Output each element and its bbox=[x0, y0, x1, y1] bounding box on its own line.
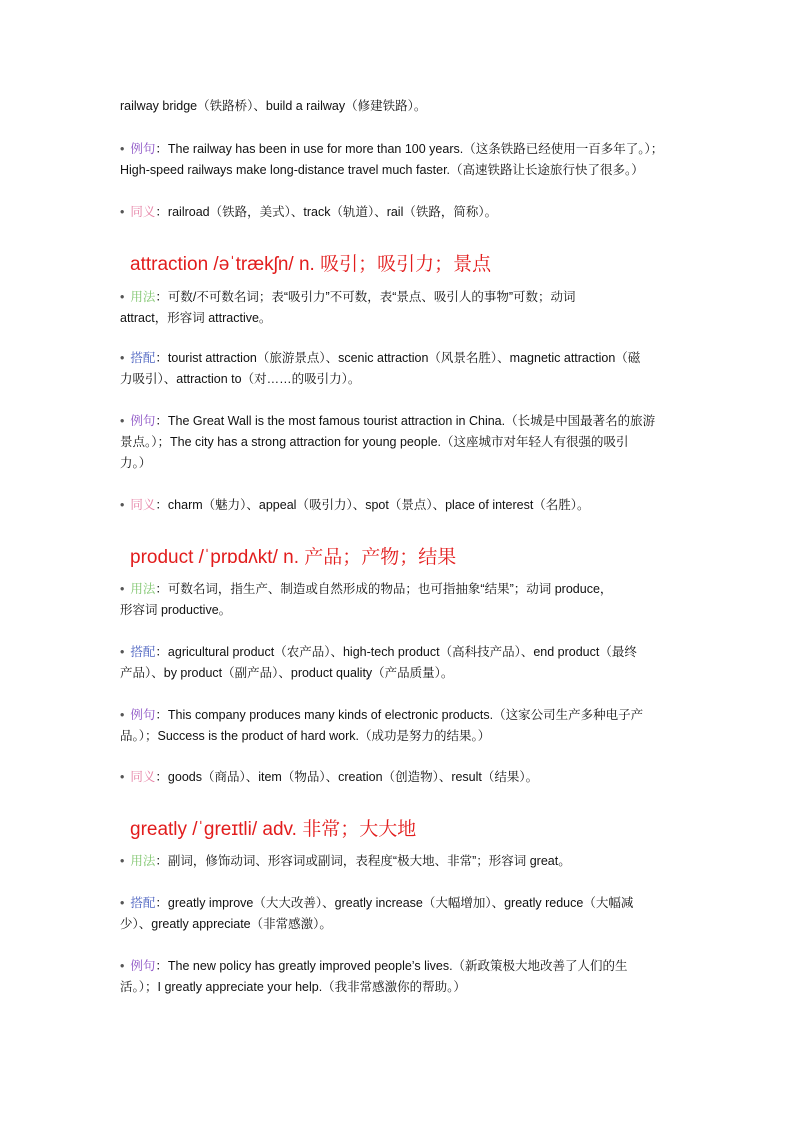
bullet: • bbox=[120, 498, 125, 512]
usage-text: 形容词 productive。 bbox=[120, 603, 232, 617]
attraction-example-line2 bbox=[120, 432, 690, 453]
attraction-collocation: • 搭配：tourist attraction（旅游景点）、scenic attraction（风景名胜）、magnetic attraction（磁 bbox=[120, 351, 641, 365]
railway-collocation-continuation bbox=[120, 96, 690, 117]
attraction-collocation-line2 bbox=[120, 369, 690, 390]
product-example-line2 bbox=[120, 726, 690, 747]
entry-heading-product: product /ˈprɒdʌkt/ n. 产品；产物；结果 bbox=[130, 547, 457, 568]
synonym-text: railroad（铁路，美式）、track（轨道）、rail（铁路，简称）。 bbox=[167, 205, 498, 219]
bullet: • bbox=[120, 959, 125, 973]
usage-text: 可数/不可数名词；表“吸引力”不可数，表“景点、吸引人的事物”可数；动词 bbox=[167, 290, 576, 304]
collocation-text: railway bridge（铁路桥）、build a railway（修建铁路）。 bbox=[120, 99, 427, 113]
bullet: • bbox=[120, 205, 125, 219]
product-synonym: • 同义：goods（商品）、item（物品）、creation（创造物）、result（结果）。 bbox=[120, 770, 539, 784]
bullet: • bbox=[120, 290, 125, 304]
bullet: • bbox=[120, 582, 125, 596]
attraction-example-line3 bbox=[120, 453, 690, 474]
greatly-collocation: • 搭配：greatly improve（大大改善）、greatly increase（大幅增加）、greatly reduce（大幅减 bbox=[120, 896, 634, 910]
usage-label: 用法 bbox=[130, 854, 156, 868]
railway-example: • 例句：The railway has been in use for more than 100 years.（这条铁路已经使用一百多年了。）； bbox=[120, 142, 664, 156]
greatly-example: • 例句：The new policy has greatly improved people’s lives.（新政策极大地改善了人们的生 bbox=[120, 959, 628, 973]
collocation-label: 搭配 bbox=[130, 896, 156, 910]
bullet: • bbox=[120, 896, 125, 910]
collocation-text: agricultural product（农产品）、high-tech product（高科技产品）、end product（最终 bbox=[167, 645, 637, 659]
greatly-usage: • 用法：副词，修饰动词、形容词或副词，表程度“极大地、非常”；形容词 great。 bbox=[120, 854, 571, 868]
example-text: High-speed railways make long-distance travel much faster.（高速铁路让长途旅行快了很多。） bbox=[120, 163, 644, 177]
synonym-label: 同义 bbox=[130, 205, 156, 219]
example-text: 活。）；I greatly appreciate your help.（我非常感激你的帮助。） bbox=[120, 980, 466, 994]
bullet: • bbox=[120, 414, 125, 428]
example-text: 品。）；Success is the product of hard work.（成功是努力的结果。） bbox=[120, 729, 491, 743]
bullet: • bbox=[120, 645, 125, 659]
attraction-usage: • 用法：可数/不可数名词；表“吸引力”不可数，表“景点、吸引人的事物”可数；动词 bbox=[120, 290, 576, 304]
synonym-text: goods（商品）、item（物品）、creation（创造物）、result（结果）。 bbox=[167, 770, 539, 784]
example-label: 例句 bbox=[130, 414, 156, 428]
collocation-text: 力吸引）、attraction to（对……的吸引力）。 bbox=[120, 372, 361, 386]
example-text: The new policy has greatly improved people’s lives.（新政策极大地改善了人们的生 bbox=[167, 959, 628, 973]
bullet: • bbox=[120, 142, 125, 156]
bullet: • bbox=[120, 351, 125, 365]
synonym-label: 同义 bbox=[130, 498, 156, 512]
usage-text: 副词，修饰动词、形容词或副词，表程度“极大地、非常”；形容词 great。 bbox=[167, 854, 571, 868]
attraction-usage-line2 bbox=[120, 308, 690, 329]
collocation-text: 少）、greatly appreciate（非常感激）。 bbox=[120, 917, 332, 931]
example-text: The railway has been in use for more than 100 years.（这条铁路已经使用一百多年了。）； bbox=[167, 142, 664, 156]
product-collocation: • 搭配：agricultural product（农产品）、high-tech product（高科技产品）、end product（最终 bbox=[120, 645, 637, 659]
railway-example-line2 bbox=[120, 160, 690, 181]
example-text: 力。） bbox=[120, 456, 152, 470]
collocation-label: 搭配 bbox=[130, 645, 156, 659]
attraction-example: • 例句：The Great Wall is the most famous tourist attraction in China.（长城是中国最著名的旅游 bbox=[120, 414, 656, 428]
collocation-text: greatly improve（大大改善）、greatly increase（大幅增加）、greatly reduce（大幅减 bbox=[167, 896, 634, 910]
bullet: • bbox=[120, 854, 125, 868]
usage-text: attract，形容词 attractive。 bbox=[120, 311, 272, 325]
greatly-example-line2 bbox=[120, 977, 690, 998]
collocation-text: 产品）、by product（副产品）、product quality（产品质量）。 bbox=[120, 666, 454, 680]
product-collocation-line2 bbox=[120, 663, 690, 684]
product-example: • 例句：This company produces many kinds of electronic products.（这家公司生产多种电子产 bbox=[120, 708, 644, 722]
example-text: The Great Wall is the most famous tourist attraction in China.（长城是中国最著名的旅游 bbox=[167, 414, 656, 428]
example-label: 例句 bbox=[130, 959, 156, 973]
example-label: 例句 bbox=[130, 142, 156, 156]
collocation-text: tourist attraction（旅游景点）、scenic attraction（风景名胜）、magnetic attraction（磁 bbox=[167, 351, 641, 365]
collocation-label: 搭配 bbox=[130, 351, 156, 365]
example-text: 景点。）；The city has a strong attraction for young people.（这座城市对年轻人有很强的吸引 bbox=[120, 435, 629, 449]
example-text: This company produces many kinds of electronic products.（这家公司生产多种电子产 bbox=[167, 708, 644, 722]
example-label: 例句 bbox=[130, 708, 156, 722]
product-usage: • 用法：可数名词，指生产、制造或自然形成的物品；也可指抽象“结果”；动词 produce， bbox=[120, 582, 613, 596]
entry-heading-greatly: greatly /ˈɡreɪtli/ adv. 非常；大大地 bbox=[130, 819, 417, 840]
synonym-label: 同义 bbox=[130, 770, 156, 784]
usage-label: 用法 bbox=[130, 290, 156, 304]
usage-text: 可数名词，指生产、制造或自然形成的物品；也可指抽象“结果”；动词 produce， bbox=[167, 582, 613, 596]
greatly-collocation-line2 bbox=[120, 914, 690, 935]
entry-heading-attraction: attraction /əˈtrækʃn/ n. 吸引；吸引力；景点 bbox=[130, 254, 492, 275]
synonym-text: charm（魅力）、appeal（吸引力）、spot（景点）、place of interest（名胜）。 bbox=[167, 498, 590, 512]
bullet: • bbox=[120, 708, 125, 722]
usage-label: 用法 bbox=[130, 582, 156, 596]
bullet: • bbox=[120, 770, 125, 784]
railway-synonym: • 同义：railroad（铁路，美式）、track（轨道）、rail（铁路，简称）。 bbox=[120, 205, 498, 219]
attraction-synonym: • 同义：charm（魅力）、appeal（吸引力）、spot（景点）、place of interest（名胜）。 bbox=[120, 498, 590, 512]
product-usage-line2 bbox=[120, 600, 690, 621]
